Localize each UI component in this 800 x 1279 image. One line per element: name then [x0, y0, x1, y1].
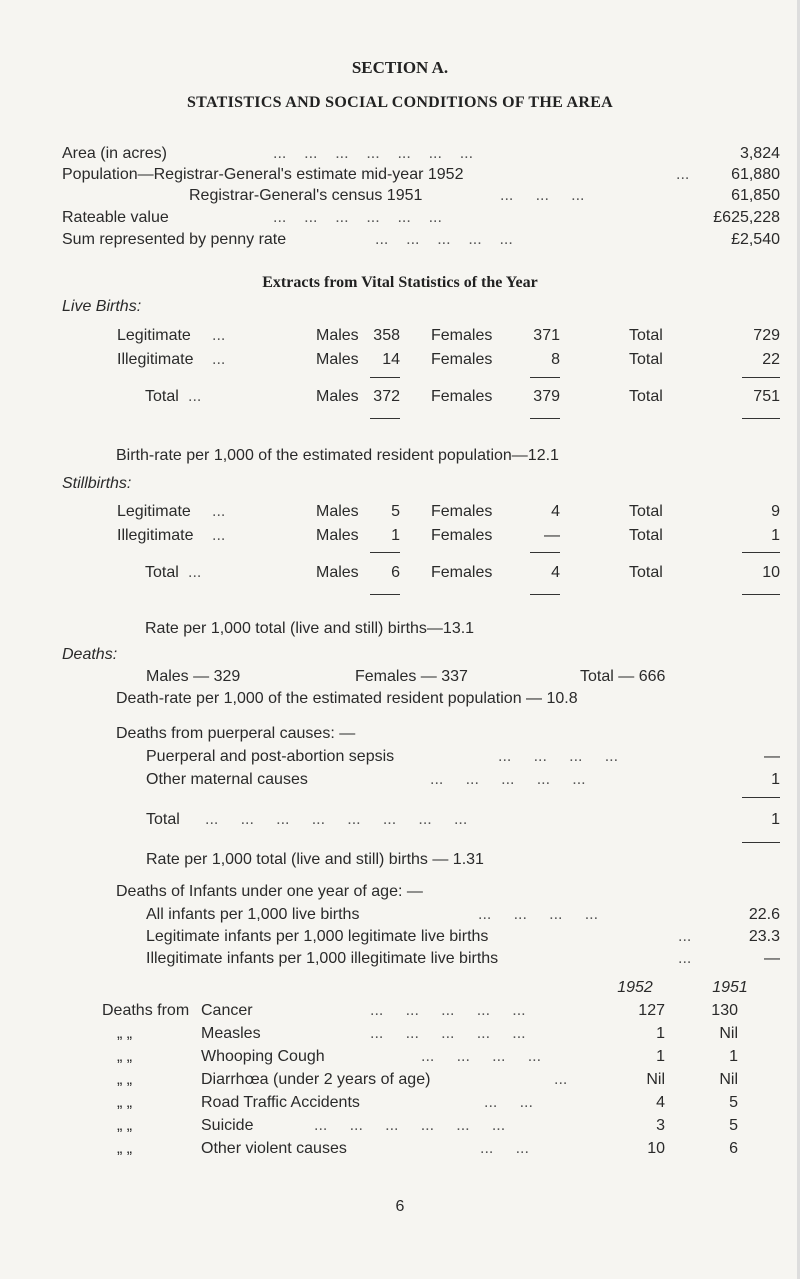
leader-dots: ... — [212, 327, 226, 344]
vital-stats-title: Extracts from Vital Statistics of the Year — [262, 274, 538, 291]
still-total-males: 6 — [391, 564, 400, 581]
other-maternal-value: 1 — [771, 771, 780, 788]
population-estimate-label: Population—Registrar-General's estimate mid-year 1952 — [62, 166, 464, 183]
females-label: Females — [431, 527, 493, 544]
still-legitimate-males: 5 — [391, 503, 400, 520]
ditto-mark: „ „ — [117, 1048, 133, 1065]
legitimate-infants-label: Legitimate infants per 1,000 legitimate live births — [146, 928, 489, 945]
deaths-females: Females — 337 — [355, 668, 468, 685]
penny-rate-value: £2,540 — [731, 231, 780, 248]
all-infants-value: 22.6 — [748, 906, 780, 923]
males-label: Males — [316, 388, 359, 405]
cause-suicide-1951: 5 — [729, 1117, 738, 1134]
live-illegitimate-males: 14 — [382, 351, 400, 368]
deaths-from-label: Deaths from — [102, 1002, 190, 1019]
still-legitimate-label: Legitimate — [117, 503, 191, 520]
females-label: Females — [431, 388, 493, 405]
deaths-heading: Deaths: — [62, 646, 118, 663]
birth-rate: Birth-rate per 1,000 of the estimated resident population—12.1 — [116, 447, 559, 464]
live-illegitimate-total: 22 — [762, 351, 780, 368]
legitimate-infants-value: 23.3 — [748, 928, 780, 945]
section-title: SECTION A. — [351, 58, 449, 77]
cause-whooping-cough-label: Whooping Cough — [201, 1048, 325, 1065]
sum-rule — [530, 377, 560, 378]
deaths-total: Total — 666 — [580, 668, 666, 685]
cause-measles-label: Measles — [201, 1025, 261, 1042]
area-value: 3,824 — [739, 145, 780, 162]
sum-rule — [530, 552, 560, 553]
sum-rule — [370, 594, 400, 595]
leader-dots: ... ... — [480, 1140, 529, 1157]
leader-dots: ... — [676, 166, 690, 183]
cause-whooping-cough-1951: 1 — [729, 1048, 738, 1065]
cause-diarrhoea-1951: Nil — [719, 1071, 738, 1088]
area-label: Area (in acres) — [62, 145, 167, 162]
infants-heading: Deaths of Infants under one year of age: — — [116, 883, 423, 900]
leader-dots: ... — [678, 928, 692, 945]
total-label: Total — [629, 503, 663, 520]
cause-measles-1951: Nil — [719, 1025, 738, 1042]
cause-road-traffic-1951: 5 — [729, 1094, 738, 1111]
cause-whooping-cough-1952: 1 — [656, 1048, 665, 1065]
ditto-mark: „ „ — [117, 1094, 133, 1111]
sum-rule — [530, 418, 560, 419]
leader-dots: ... ... ... ... ... — [430, 771, 586, 788]
males-label: Males — [316, 351, 359, 368]
cause-suicide-label: Suicide — [201, 1117, 254, 1134]
live-total-label: Total — [145, 388, 179, 405]
leader-dots: ... ... ... ... — [478, 906, 599, 923]
stillbirths-heading: Stillbirths: — [62, 475, 132, 492]
live-legitimate-label: Legitimate — [117, 327, 191, 344]
still-illegitimate-males: 1 — [391, 527, 400, 544]
ditto-mark: „ „ — [117, 1025, 133, 1042]
live-total-females: 379 — [533, 388, 560, 405]
still-legitimate-total: 9 — [771, 503, 780, 520]
males-label: Males — [316, 503, 359, 520]
live-total-total: 751 — [753, 388, 780, 405]
leader-dots: ... — [554, 1071, 568, 1088]
leader-dots: ... ... ... ... ... — [370, 1002, 526, 1019]
cause-cancer-1952: 127 — [638, 1002, 665, 1019]
total-label: Total — [629, 351, 663, 368]
sum-rule — [370, 377, 400, 378]
ditto-mark: „ „ — [117, 1117, 133, 1134]
puerperal-heading: Deaths from puerperal causes: — — [116, 725, 356, 742]
puerperal-total-value: 1 — [771, 811, 780, 828]
leader-dots: ... — [212, 503, 226, 520]
live-total-males: 372 — [373, 388, 400, 405]
cause-cancer-label: Cancer — [201, 1002, 253, 1019]
leader-dots: ... ... ... — [500, 187, 585, 204]
still-illegitimate-label: Illegitimate — [117, 527, 194, 544]
sum-rule — [370, 418, 400, 419]
rateable-value-label: Rateable value — [62, 209, 169, 226]
population-estimate-value: 61,880 — [731, 166, 780, 183]
females-label: Females — [431, 351, 493, 368]
cause-cancer-1951: 130 — [711, 1002, 738, 1019]
still-total-total: 10 — [762, 564, 780, 581]
live-legitimate-males: 358 — [373, 327, 400, 344]
leader-dots: ... — [678, 950, 692, 967]
cause-other-violent-1951: 6 — [729, 1140, 738, 1157]
page-number: 6 — [395, 1198, 405, 1215]
cause-diarrhoea-label: Diarrhœa (under 2 years of age) — [201, 1071, 431, 1088]
puerperal-total-label: Total — [146, 811, 180, 828]
sum-rule — [742, 377, 780, 378]
cause-road-traffic-1952: 4 — [656, 1094, 665, 1111]
live-births-heading: Live Births: — [62, 298, 142, 315]
puerperal-rate: Rate per 1,000 total (live and still) births — 1.31 — [146, 851, 484, 868]
stillbirth-rate: Rate per 1,000 total (live and still) births—13.1 — [145, 620, 475, 637]
illegitimate-infants-value: — — [764, 950, 780, 967]
puerperal-sepsis-value: — — [764, 748, 780, 765]
sum-rule — [742, 797, 780, 798]
live-legitimate-females: 371 — [533, 327, 560, 344]
cause-other-violent-label: Other violent causes — [201, 1140, 347, 1157]
deaths-males: Males — 329 — [146, 668, 241, 685]
leader-dots: ... ... — [484, 1094, 533, 1111]
live-illegitimate-label: Illegitimate — [117, 351, 194, 368]
cause-road-traffic-label: Road Traffic Accidents — [201, 1094, 360, 1111]
leader-dots: ... ... ... ... ... — [370, 1025, 526, 1042]
females-label: Females — [431, 503, 493, 520]
sum-rule — [742, 842, 780, 843]
sum-rule — [370, 552, 400, 553]
live-illegitimate-females: 8 — [551, 351, 560, 368]
rateable-value: £625,228 — [713, 209, 780, 226]
still-total-label: Total — [145, 564, 179, 581]
leader-dots: ... ... ... ... ... ... ... — [273, 145, 474, 162]
total-label: Total — [629, 527, 663, 544]
still-illegitimate-total: 1 — [771, 527, 780, 544]
total-label: Total — [629, 327, 663, 344]
leader-dots: ... — [212, 527, 226, 544]
illegitimate-infants-label: Illegitimate infants per 1,000 illegitimate live births — [146, 950, 499, 967]
still-illegitimate-females: — — [544, 527, 560, 544]
leader-dots: ... ... ... ... ... ... — [273, 209, 442, 226]
total-label: Total — [629, 564, 663, 581]
still-total-females: 4 — [551, 564, 560, 581]
still-legitimate-females: 4 — [551, 503, 560, 520]
leader-dots: ... ... ... ... — [498, 748, 619, 765]
sum-rule — [742, 418, 780, 419]
leader-dots: ... ... ... ... ... — [375, 231, 513, 248]
death-rate: Death-rate per 1,000 of the estimated resident population — 10.8 — [116, 690, 578, 707]
cause-other-violent-1952: 10 — [647, 1140, 665, 1157]
leader-dots: ... ... ... ... — [421, 1048, 542, 1065]
leader-dots: ... — [188, 564, 202, 581]
all-infants-label: All infants per 1,000 live births — [146, 906, 360, 923]
leader-dots: ... — [188, 388, 202, 405]
males-label: Males — [316, 564, 359, 581]
puerperal-sepsis-label: Puerperal and post-abortion sepsis — [146, 748, 395, 765]
sum-rule — [530, 594, 560, 595]
cause-measles-1952: 1 — [656, 1025, 665, 1042]
year-1952-header: 1952 — [617, 979, 653, 996]
males-label: Males — [316, 527, 359, 544]
leader-dots: ... ... ... ... ... ... ... ... — [205, 811, 468, 828]
total-label: Total — [629, 388, 663, 405]
leader-dots: ... — [212, 351, 226, 368]
sum-rule — [742, 594, 780, 595]
ditto-mark: „ „ — [117, 1071, 133, 1088]
cause-suicide-1952: 3 — [656, 1117, 665, 1134]
ditto-mark: „ „ — [117, 1140, 133, 1157]
live-legitimate-total: 729 — [753, 327, 780, 344]
males-label: Males — [316, 327, 359, 344]
sum-rule — [742, 552, 780, 553]
year-1951-header: 1951 — [712, 979, 748, 996]
census-label: Registrar-General's census 1951 — [189, 187, 423, 204]
census-value: 61,850 — [731, 187, 780, 204]
females-label: Females — [431, 327, 493, 344]
leader-dots: ... ... ... ... ... ... — [314, 1117, 506, 1134]
other-maternal-label: Other maternal causes — [146, 771, 308, 788]
females-label: Females — [431, 564, 493, 581]
cause-diarrhoea-1952: Nil — [646, 1071, 665, 1088]
penny-rate-label: Sum represented by penny rate — [62, 231, 287, 248]
main-title: STATISTICS AND SOCIAL CONDITIONS OF THE AREA — [186, 94, 614, 111]
